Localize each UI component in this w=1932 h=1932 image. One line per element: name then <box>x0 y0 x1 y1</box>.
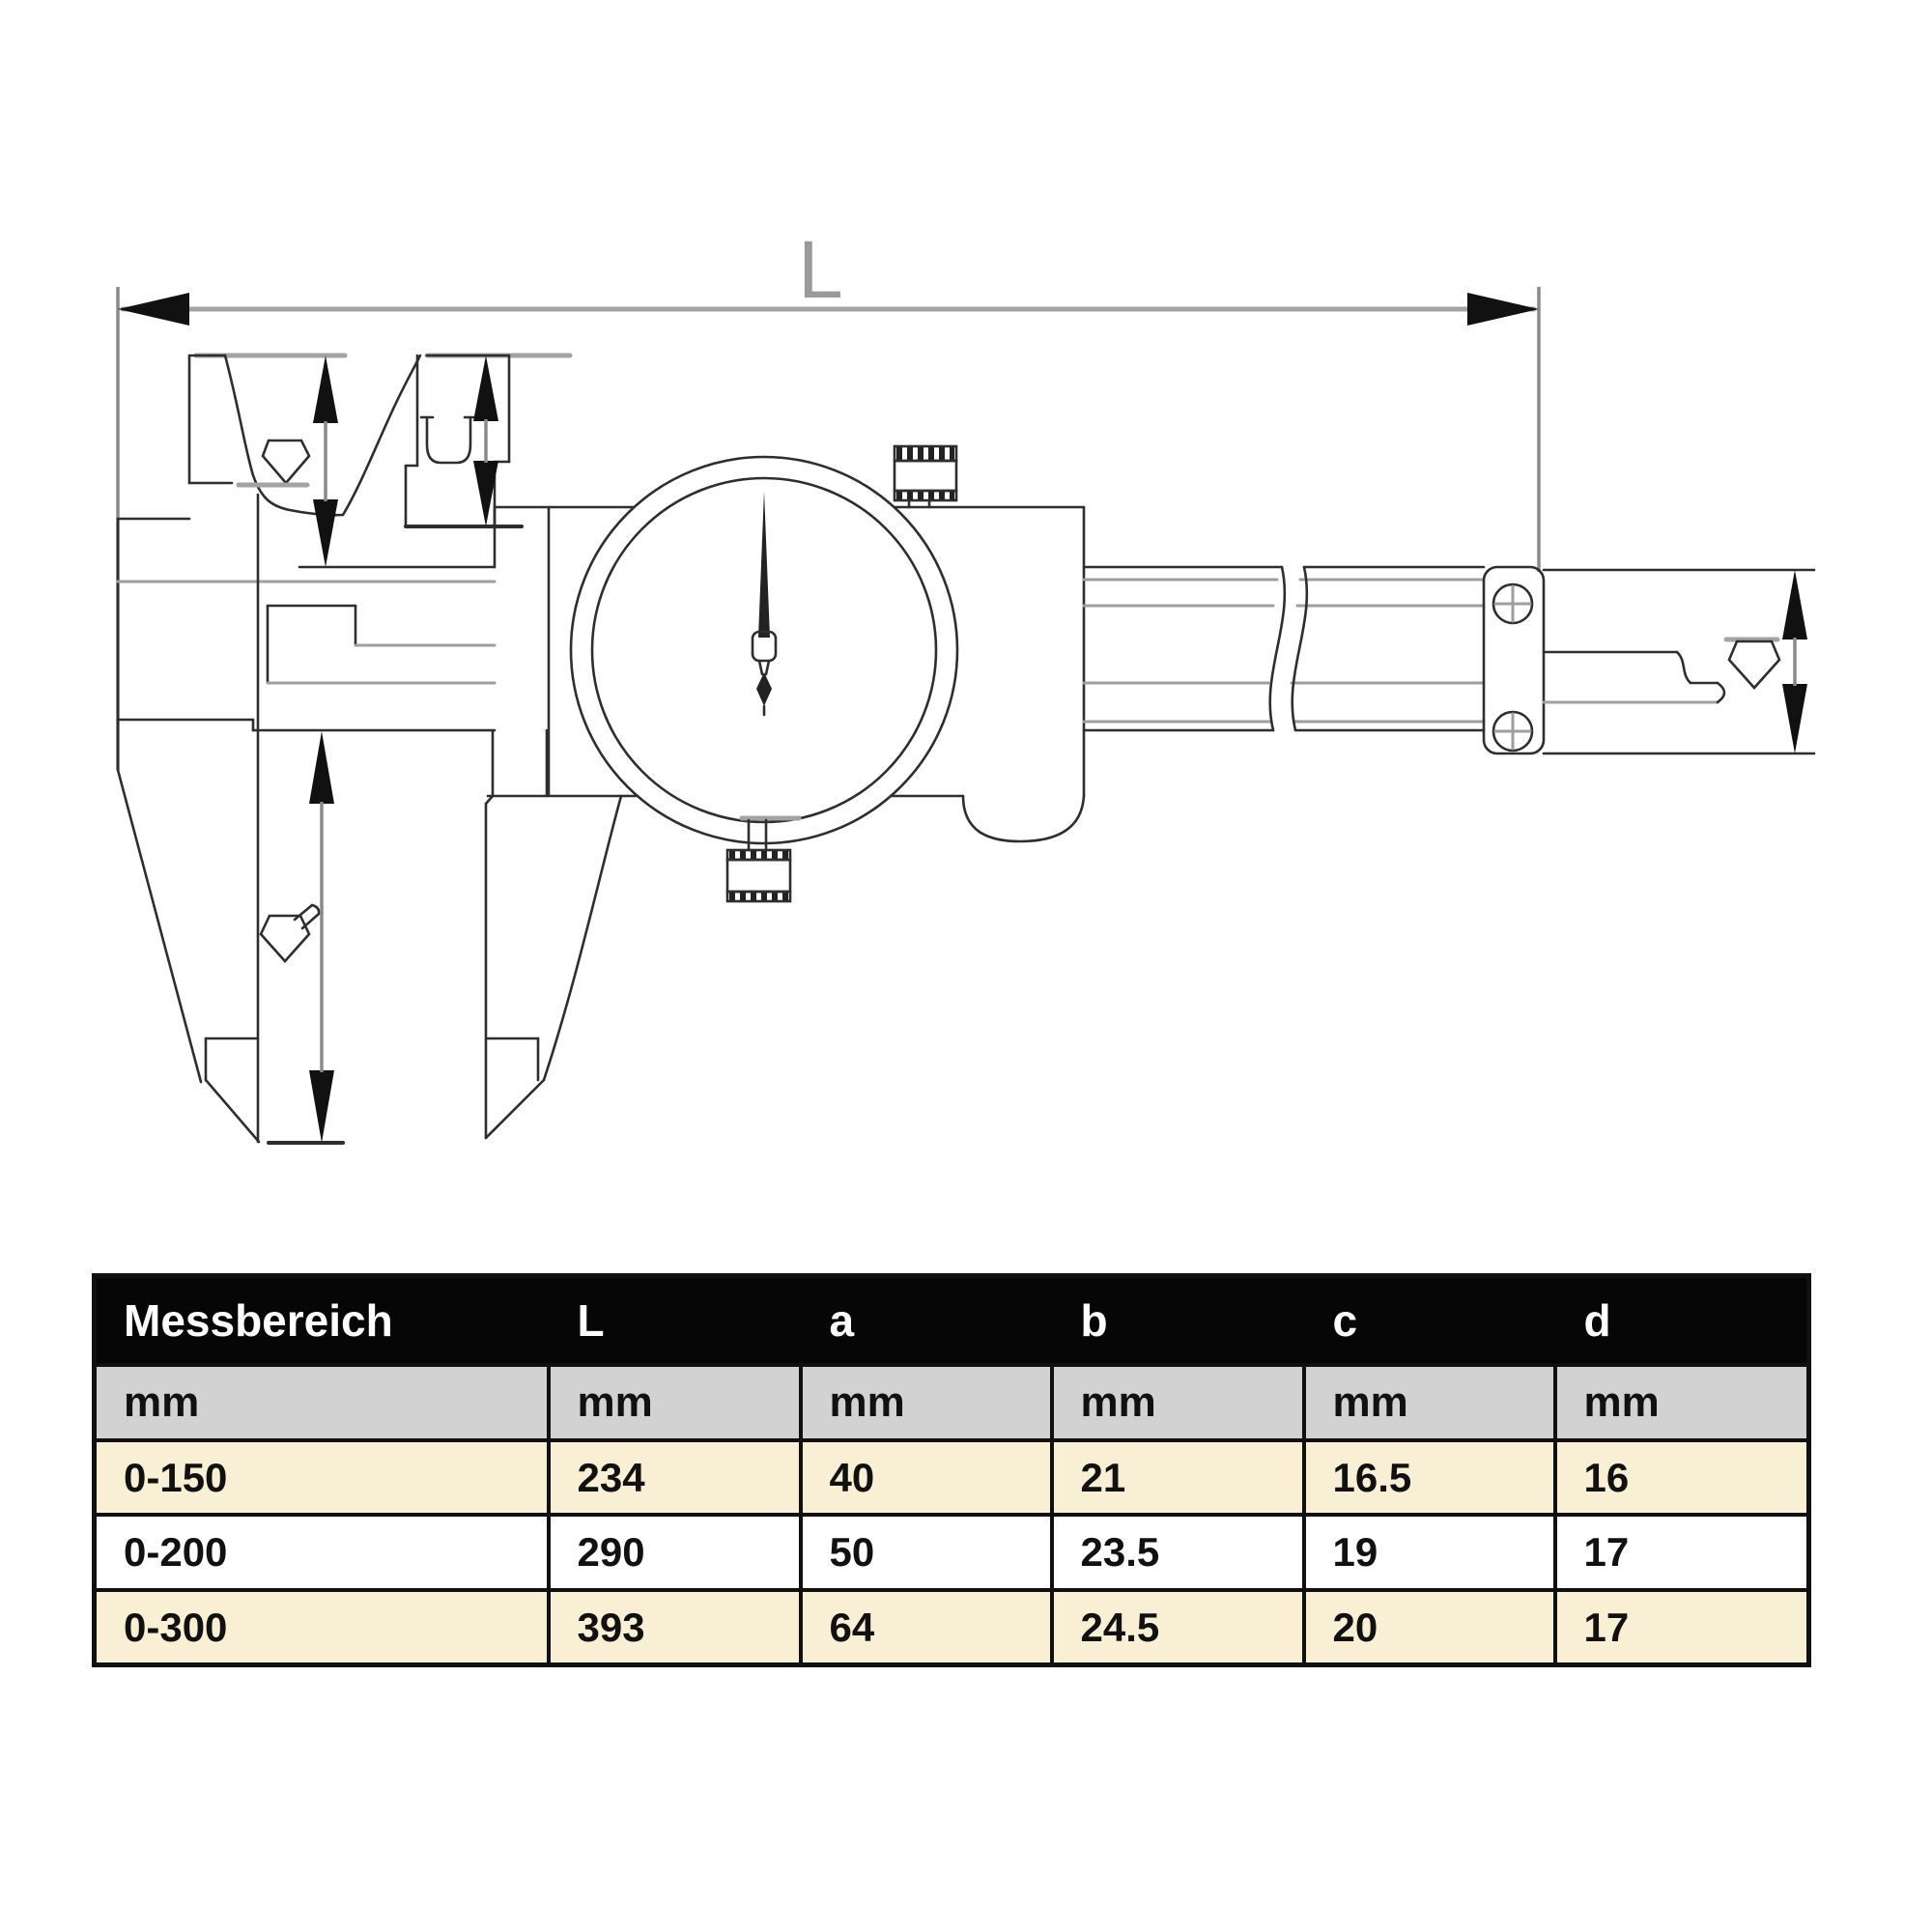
beam-rail <box>1084 567 1484 730</box>
value-cell: 40 <box>801 1440 1052 1515</box>
beam-end-block <box>1484 567 1544 753</box>
col-header-d: d <box>1555 1276 1809 1366</box>
value-cell: 16.5 <box>1304 1440 1555 1515</box>
value-cell: 23.5 <box>1052 1515 1304 1590</box>
lock-screw-knob <box>895 446 956 507</box>
value-cell: 17 <box>1555 1515 1809 1590</box>
value-cell: 290 <box>549 1515 801 1590</box>
value-cell: 50 <box>801 1515 1052 1590</box>
dial-housing <box>488 507 1084 841</box>
needle-tail <box>756 672 772 706</box>
table-row <box>95 1440 1809 1515</box>
value-cell: 393 <box>549 1590 801 1665</box>
table-header-row <box>95 1276 1809 1366</box>
zero-adjust-knob <box>727 818 799 901</box>
value-cell: 21 <box>1052 1440 1304 1515</box>
table-row <box>95 1515 1809 1590</box>
arrowhead-right-icon <box>1467 293 1539 326</box>
value-cell: 234 <box>549 1440 801 1515</box>
value-cell: 0-300 <box>95 1590 549 1665</box>
dimension-L-label: L <box>798 224 843 315</box>
thumb-rest <box>963 796 1084 841</box>
lower-jaws <box>118 495 621 1143</box>
depth-blade <box>1544 570 1814 753</box>
value-cell: 0-200 <box>95 1515 549 1590</box>
beam-break-line <box>1270 567 1285 730</box>
table-row <box>95 1590 1809 1665</box>
blade-teardrop-hole <box>1729 641 1779 688</box>
unit-cell: mm <box>1304 1365 1555 1440</box>
unit-cell: mm <box>95 1365 549 1440</box>
value-cell: 20 <box>1304 1590 1555 1665</box>
dial-needle <box>758 491 770 638</box>
unit-cell: mm <box>1052 1365 1304 1440</box>
col-header-c: c <box>1304 1276 1555 1366</box>
col-header-messbereich: Messbereich <box>95 1276 549 1366</box>
dial-indicator <box>571 457 957 843</box>
value-cell: 16 <box>1555 1440 1809 1515</box>
lower-keyhole-hole <box>261 916 309 961</box>
arrowhead-left-icon <box>118 293 189 326</box>
dimension-arrow-blade-height <box>1782 570 1807 753</box>
spec-table <box>92 1273 1811 1667</box>
dimension-arrow-upper-left <box>313 355 338 567</box>
unit-cell: mm <box>549 1365 801 1440</box>
caliper-body <box>118 519 495 770</box>
beam-break-line <box>1293 567 1307 730</box>
upper-jaws <box>189 355 570 567</box>
unit-cell: mm <box>801 1365 1052 1440</box>
table-unit-row <box>95 1365 1809 1440</box>
value-cell: 24.5 <box>1052 1590 1304 1665</box>
value-cell: 64 <box>801 1590 1052 1665</box>
col-header-b: b <box>1052 1276 1304 1366</box>
unit-cell: mm <box>1555 1365 1809 1440</box>
value-cell: 0-150 <box>95 1440 549 1515</box>
value-cell: 19 <box>1304 1515 1555 1590</box>
dimension-L <box>118 224 1539 770</box>
value-cell: 17 <box>1555 1590 1809 1665</box>
col-header-a: a <box>801 1276 1052 1366</box>
u-slot <box>427 417 470 463</box>
col-header-L: L <box>549 1276 801 1366</box>
upper-teardrop-hole <box>263 440 309 483</box>
